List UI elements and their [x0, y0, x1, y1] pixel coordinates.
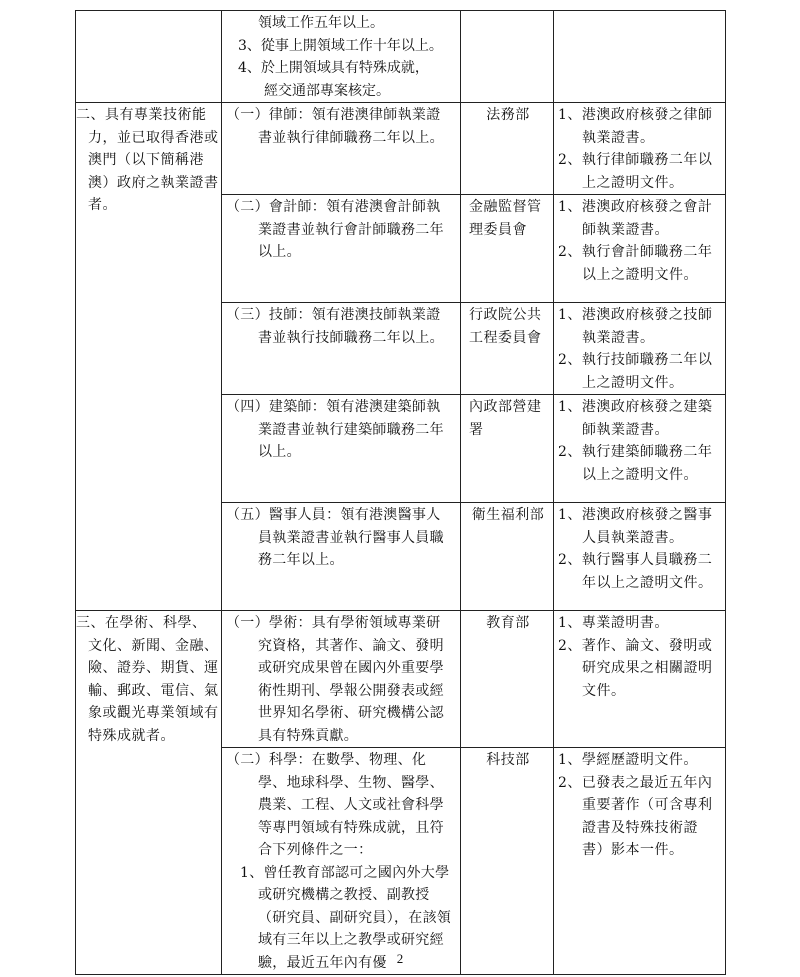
item-cell	[222, 103, 461, 195]
item-cell	[222, 195, 461, 303]
dept-cell	[461, 11, 554, 103]
item-line: 經交通部專案核定。	[264, 82, 390, 99]
item-cell	[222, 611, 461, 748]
category-cell	[76, 11, 222, 103]
dept-cell	[461, 103, 554, 195]
docs-cell	[554, 748, 726, 975]
item-line: 3、從事上開領域工作十年以上。	[238, 37, 443, 54]
doc-item: 2、執行律師職務二年以上之證明文件。	[558, 152, 713, 191]
eligibility-table	[75, 10, 726, 975]
dept-text: 科技部	[486, 752, 530, 768]
dept-cell	[461, 611, 554, 748]
dept-text: 金融監督管理委員會	[469, 199, 542, 238]
dept-cell	[461, 748, 554, 975]
item-text: （二）會計師：領有港澳會計師執業證書並執行會計師職務二年以上。	[226, 199, 444, 260]
doc-item: 1、港澳政府核發之律師執業證書。	[558, 107, 713, 146]
item-cell	[222, 395, 461, 503]
dept-text: 內政部營建署	[469, 399, 542, 438]
doc-item: 2、執行技師職務二年以上之證明文件。	[558, 352, 713, 391]
table-row	[76, 103, 726, 195]
dept-text: 法務部	[486, 107, 530, 123]
item-text: （二）科學：在數學、物理、化學、地球科學、生物、醫學、農業、工程、人文或社會科學等專門領域有特殊成就，且符合下列條件之一：	[226, 752, 444, 858]
item-line: 4、於上開領域具有特殊成就，	[238, 60, 429, 76]
doc-item: 1、港澳政府核發之醫事人員執業證書。	[558, 507, 713, 546]
dept-cell	[461, 195, 554, 303]
category-text: 三、在學術、科學、文化、新聞、金融、險、證券、期貨、運輸、郵政、電信、氣象或觀光專業領域有特殊成就者。	[76, 615, 219, 744]
item-text: （三）技師：領有港澳技師執業證書並執行技師職務二年以上。	[226, 307, 444, 346]
doc-item: 1、專業證明書。	[558, 615, 669, 631]
docs-cell	[554, 103, 726, 195]
dept-text: 教育部	[486, 615, 530, 631]
item-text: （一）律師：領有港澳律師執業證書並執行律師職務二年以上。	[226, 107, 444, 146]
doc-item: 2、執行建築師職務二年以上之證明文件。	[558, 444, 713, 483]
dept-cell	[461, 395, 554, 503]
doc-item: 1、港澳政府核發之技師執業證書。	[558, 307, 713, 346]
dept-text: 行政院公共工程委員會	[469, 307, 542, 346]
dept-cell	[461, 503, 554, 611]
item-line: 領域工作五年以上。	[258, 15, 384, 31]
item-text: （一）學術：具有學術領域專業研究資格，其著作、論文、發明或研究成果曾在國內外重要學術性期刊、學報公開發表或經世界知名學術、研究機構公認具有特殊貢獻。	[226, 615, 444, 744]
doc-item: 1、港澳政府核發之會計師執業證書。	[558, 199, 713, 238]
doc-item: 1、學經歷證明文件。	[558, 752, 698, 768]
docs-cell	[554, 303, 726, 395]
item-cell	[222, 11, 461, 103]
dept-text: 衛生福利部	[471, 507, 545, 523]
item-text: （五）醫事人員：領有港澳醫事人員執業證書並執行醫事人員職務二年以上。	[226, 507, 444, 568]
item-text: （四）建築師：領有港澳建築師執業證書並執行建築師職務二年以上。	[226, 399, 444, 460]
category-text: 二、具有專業技術能力，並已取得香港或澳門（以下簡稱港澳）政府之執業證書者。	[76, 107, 219, 213]
docs-cell	[554, 195, 726, 303]
category-cell	[76, 611, 222, 975]
table-row	[76, 11, 726, 103]
docs-cell	[554, 611, 726, 748]
item-cell	[222, 303, 461, 395]
docs-cell	[554, 11, 726, 103]
doc-item: 2、著作、論文、發明或研究成果之相關證明文件。	[558, 637, 713, 699]
category-cell	[76, 103, 222, 611]
table-row	[76, 611, 726, 748]
item-sub-text: 1、曾任教育部認可之國內外大學或研究機構之教授、副教授（研究員、副研究員），在該領域有三年以上之教學或研究經驗，最近五年內有優	[240, 864, 452, 971]
doc-item: 2、執行會計師職務二年以上之證明文件。	[558, 244, 713, 283]
page-number: 2	[396, 951, 404, 966]
dept-cell	[461, 303, 554, 395]
item-cell	[222, 503, 461, 611]
doc-item: 2、執行醫事人員職務二年以上之證明文件。	[558, 552, 713, 591]
doc-item: 1、港澳政府核發之建築師執業證書。	[558, 399, 713, 438]
docs-cell	[554, 503, 726, 611]
item-cell	[222, 748, 461, 975]
doc-item: 2、已發表之最近五年內重要著作（可含專利證書及特殊技術證書）影本一件。	[558, 774, 713, 858]
docs-cell	[554, 395, 726, 503]
